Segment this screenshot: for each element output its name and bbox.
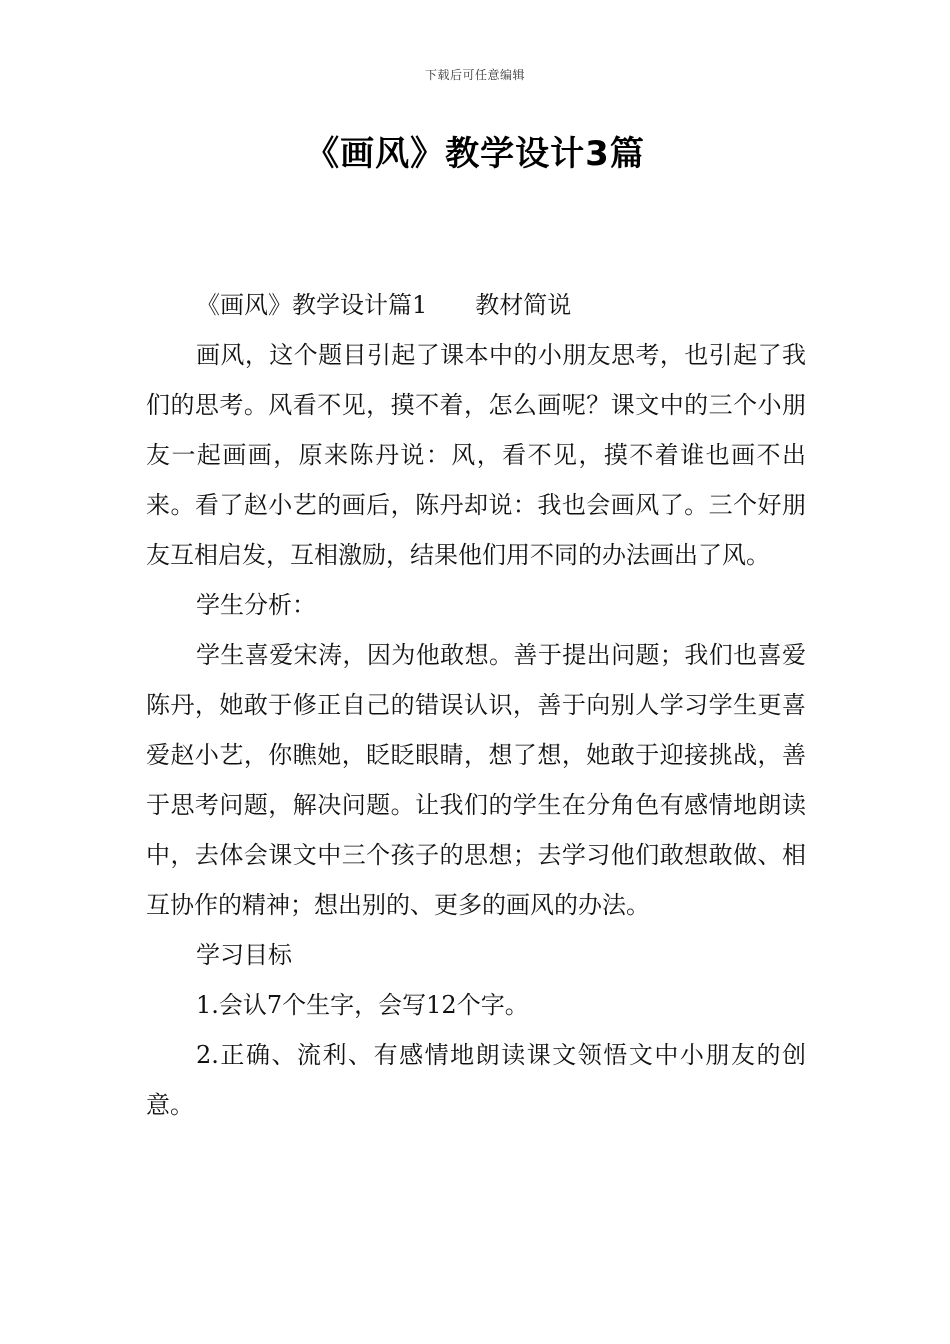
subheading-student-analysis: 学生分析： <box>196 591 316 619</box>
header-note: 下载后可任意编辑 <box>424 68 525 82</box>
document-body <box>146 280 806 1130</box>
body-paragraph: 画风，这个题目引起了课本中的小朋友思考，也引起了我们的思考。风看不见，摸不着，怎么画呢？课文中的三个小朋友一起画画，原来陈丹说：风，看不见，摸不着谁也画不出来。看了赵小艺的画后，陈丹却说：我也会画风了。三个好朋友互相启发，互相激励，结果他们用不同的办法画出了风。 <box>146 341 806 569</box>
section-heading-paragraph: 《画风》教学设计篇1 教材简说 <box>196 291 572 319</box>
list-item: 2.正确、流利、有感情地朗读课文领悟文中小朋友的创意。 <box>146 1041 806 1119</box>
list-item: 1.会认7个生字，会写12个字。 <box>196 991 529 1019</box>
subheading-learning-goals: 学习目标 <box>196 941 292 969</box>
body-paragraph: 学生喜爱宋涛，因为他敢想。善于提出问题；我们也喜爱陈丹，她敢于修正自己的错误认识，善于向别人学习学生更喜爱赵小艺，你瞧她，眨眨眼睛，想了想，她敢于迎接挑战，善于思考问题，解决问题。让我们的学生在分角色有感情地朗读中，去体会课文中三个孩子的思想；去学习他们敢想敢做、相互协作的精神；想出别的、更多的画风的办法。 <box>146 641 806 919</box>
document-title: 《画风》教学设计3篇 <box>305 134 645 174</box>
